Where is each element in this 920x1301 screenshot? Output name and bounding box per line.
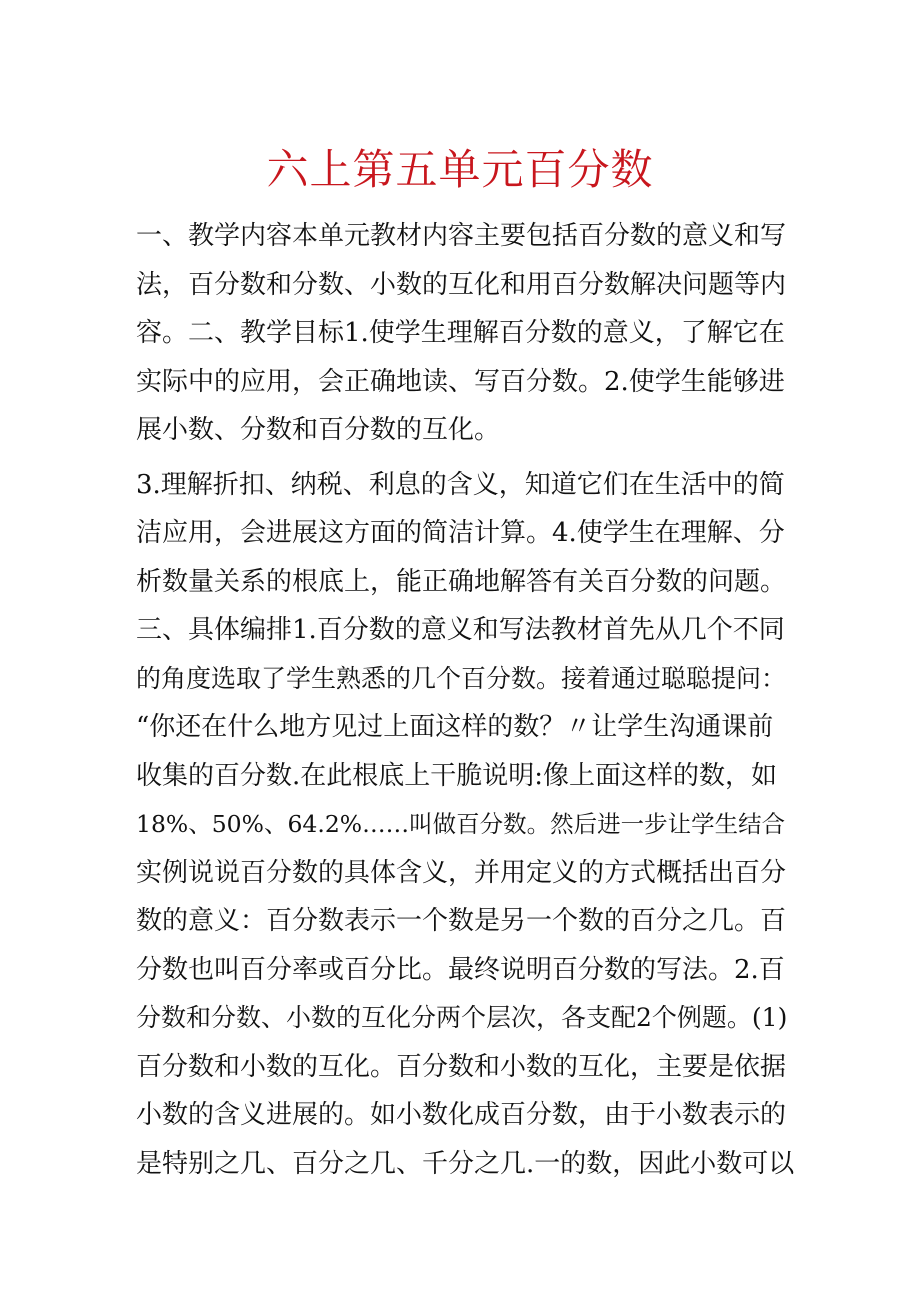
body-line: 收集的百分数.在此根底上干脆说明:像上面这样的数，如 [136, 760, 778, 791]
body-line: 小数的含义进展的。如小数化成百分数，由于小数表示的 [136, 1100, 787, 1130]
body-line: 三、具体编排1.百分数的意义和写法教材首先从几个不同 [136, 615, 785, 645]
body-line: 一、教学内容本单元教材内容主要包括百分数的意义和写 [136, 221, 787, 251]
body-line: 洁应用，会进展这方面的简洁计算。4.使学生在理解、分 [136, 518, 785, 548]
document-body [136, 212, 796, 1188]
body-line: “你还在什么地方见过上面这样的数？〃让学生沟通课前 [136, 712, 774, 742]
body-line: 百分数和小数的互化。百分数和小数的互化，主要是依据 [136, 1051, 787, 1082]
document-title: 六上第五单元百分数 [266, 145, 654, 194]
body-line: 展小数、分数和百分数的互化。 [136, 415, 501, 445]
body-line: 3.理解折扣、纳税、利息的含义，知道它们在生活中的简 [136, 469, 785, 500]
body-line: 容。二、教学目标1.使学生理解百分数的意义，了解它在 [136, 318, 785, 348]
body-line: 法，百分数和分数、小数的互化和用百分数解决问题等内 [136, 269, 787, 300]
body-line: 分数和分数、小数的互化分两个层次，各支配2个例题。(1) [136, 1003, 788, 1032]
body-line: 数的意义：百分数表示一个数是另一个数的百分之几。百 [136, 906, 787, 936]
body-line: 18%、50%、64.2%……叫做百分数。然后进一步让学生结合 [136, 810, 786, 838]
body-line: 实例说说百分数的具体含义，并用定义的方式概括出百分 [136, 857, 787, 888]
body-line: 析数量关系的根底上，能正确地解答有关百分数的问题。 [136, 566, 787, 597]
body-line: 实际中的应用，会正确地读、写百分数。2.使学生能够进 [136, 366, 785, 397]
body-line: 分数也叫百分率或百分比。最终说明百分数的写法。2.百 [136, 954, 785, 985]
body-line: 的角度选取了学生熟悉的几个百分数。接着通过聪聪提问： [136, 663, 787, 693]
body-line: 是特别之几、百分之几、千分之几.一的数，因此小数可以 [136, 1148, 795, 1179]
